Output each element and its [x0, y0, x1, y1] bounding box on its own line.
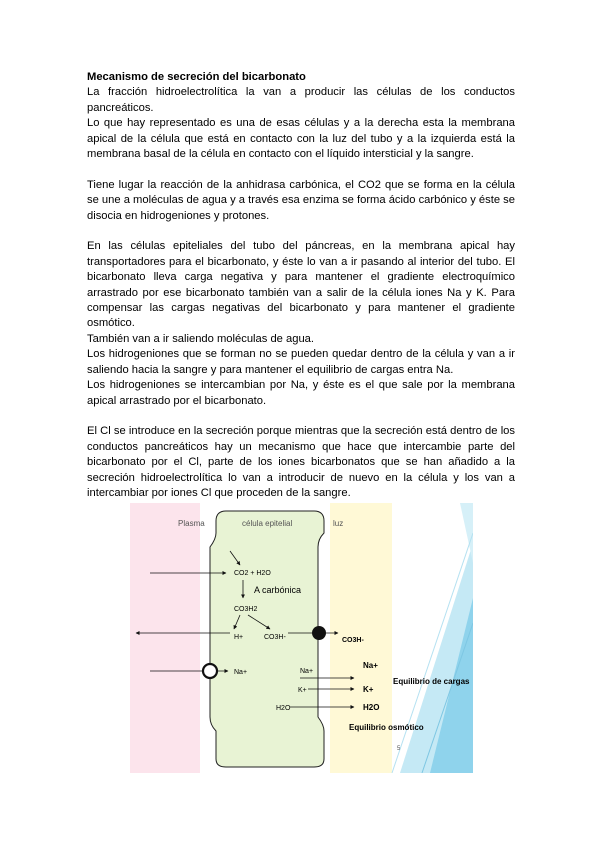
- apical-transporter-icon: [312, 626, 326, 640]
- charge-balance-label: Equilibrio de cargas: [393, 677, 470, 686]
- na-basal-label: Na+: [234, 669, 248, 676]
- paragraph: Los hidrogeniones se intercambian por Na, y éste es el que sale por la membrana apical arrastrado por el bicarbonato.: [87, 379, 515, 407]
- paragraph: En las células epiteliales del tubo del páncreas, en la membrana apical hay transportadores para el bicarbonato, y éste lo van a ir pasando al interior del tubo. El bicarbonato lleva carga negativa y para mantener el gradiente electroquímico arrastrado por ese bicarbonato también van a salir de la célula iones Na y K. Para compensar las cargas negativas del bicarbonato y para mantener el gradiente osmótico.: [87, 240, 515, 330]
- paragraph-spacer: [87, 409, 515, 424]
- document-body: [87, 70, 515, 501]
- carbonic-acid-label: CO3H2: [234, 606, 258, 613]
- basal-exchanger-icon: [203, 664, 217, 678]
- k-out-label: K+: [363, 685, 374, 694]
- na-out-label: Na+: [363, 661, 378, 670]
- decorative-stripes: [392, 503, 473, 773]
- na-inner-label: Na+: [300, 668, 314, 675]
- paragraph-spacer: [87, 162, 515, 177]
- paragraph-spacer: [87, 224, 515, 239]
- enzyme-label: A carbónica: [254, 585, 302, 595]
- k-inner-label: K+: [298, 687, 307, 694]
- osmotic-balance-label: Equilibrio osmótico: [349, 723, 424, 732]
- lumen-label: luz: [333, 519, 344, 528]
- bicarb-in-label: CO3H-: [264, 634, 286, 641]
- section-heading: Mecanismo de secreción del bicarbonato: [87, 71, 306, 83]
- h2o-inner-label: H2O: [276, 705, 291, 712]
- paragraph: También van a ir saliendo moléculas de agua.: [87, 332, 314, 345]
- bicarb-out-label: CO3H-: [342, 637, 364, 644]
- co2-h2o-label: CO2 + H2O: [234, 570, 271, 577]
- h-plus-label: H+: [234, 634, 244, 641]
- h2o-out-label: H2O: [363, 703, 380, 712]
- plasma-label: Plasma: [178, 519, 205, 528]
- cell-label: célula epitelial: [242, 519, 293, 528]
- paragraph: La fracción hidroelectrolítica la van a producir las células de los conductos pancreáticos.: [87, 86, 515, 114]
- paragraph: El Cl se introduce en la secreción porque mientras que la secreción está dentro de los conductos pancreáticos hay un mecanismo que hace que intercambie parte del bicarbonato por el Cl, parte de los iones bicarbonatos que se han añadido a la secreción hidroelectrolítica lo van a introducir de nuevo en la célula y los van a intercambiar por iones Cl que proceden de la sangre.: [87, 425, 515, 499]
- bicarbonate-secretion-diagram: [130, 503, 473, 773]
- paragraph: Los hidrogeniones que se forman no se pueden quedar dentro de la célula y van a ir saliendo hacia la sangre y para mantener el equilibrio de cargas entra Na.: [87, 348, 515, 376]
- paragraph: Lo que hay representado es una de esas células y a la derecha esta la membrana apical de la célula que está en contacto con la luz del tubo y a la izquierda está la membrana basal de la célula en contacto con el líquido intersticial y la sangre.: [87, 117, 515, 161]
- plasma-zone: [130, 503, 200, 773]
- paragraph: Tiene lugar la reacción de la anhidrasa carbónica, el CO2 que se forma en la célula se une a moléculas de agua y a través esa enzima se forma ácido carbónico y éste se disocia en hidrogeniones y protones.: [87, 178, 515, 222]
- slide-number: 5: [397, 746, 401, 752]
